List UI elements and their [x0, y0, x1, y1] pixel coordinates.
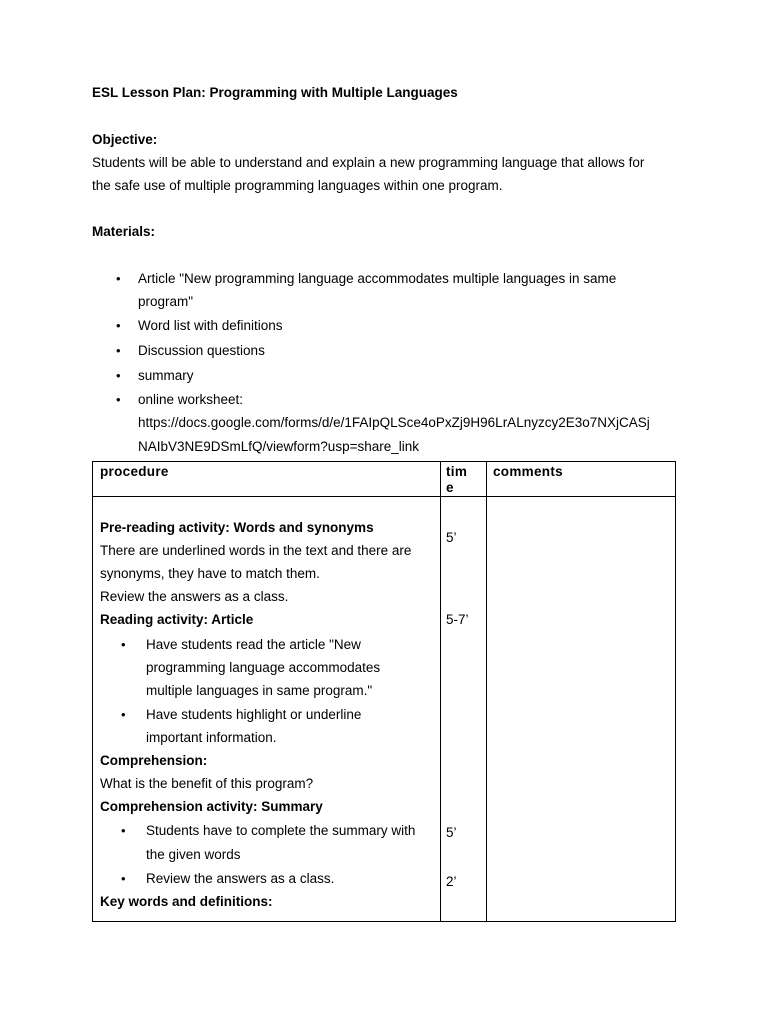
- prereading-line-3: Review the answers as a class.: [100, 589, 289, 604]
- materials-item-summary: summary: [138, 368, 194, 383]
- materials-item-article-line-2: program": [138, 294, 194, 309]
- prereading-heading: Pre-reading activity: Words and synonyms: [100, 520, 374, 535]
- reading-bullet-1-line-1: Have students read the article "New: [146, 637, 361, 652]
- bullet-icon: •: [116, 318, 121, 333]
- bullet-icon: •: [121, 707, 126, 722]
- materials-item-worksheet: online worksheet:: [138, 392, 244, 407]
- bullet-icon: •: [121, 871, 126, 886]
- worksheet-link-line-1[interactable]: https://docs.google.com/forms/d/e/1FAIpQLSce4oPxZj9H96LrALnyzcy2E3o7NXjCASj: [138, 415, 650, 430]
- reading-time: 5-7’: [446, 612, 469, 627]
- reading-bullet-2-line-2: important information.: [146, 730, 277, 745]
- header-time-line-1: tim: [446, 464, 468, 479]
- keywords-heading: Key words and definitions:: [100, 894, 273, 909]
- column-divider: [486, 462, 487, 921]
- bullet-icon: •: [121, 637, 126, 652]
- bullet-icon: •: [121, 823, 126, 838]
- column-divider: [440, 462, 441, 921]
- materials-heading: Materials:: [92, 224, 156, 239]
- comprehension-heading: Comprehension:: [100, 753, 208, 768]
- summary-time-1: 5’: [446, 825, 457, 840]
- summary-time-2: 2’: [446, 874, 457, 889]
- bullet-icon: •: [116, 343, 121, 358]
- bullet-icon: •: [116, 271, 121, 286]
- procedure-table: [92, 461, 676, 922]
- objective-line-1: Students will be able to understand and explain a new programming language that allows for: [92, 155, 645, 170]
- header-time-line-2: e: [446, 480, 454, 495]
- header-divider: [93, 496, 675, 497]
- comprehension-line: What is the benefit of this program?: [100, 776, 314, 791]
- bullet-icon: •: [116, 392, 121, 407]
- document-title: ESL Lesson Plan: Programming with Multiple Languages: [92, 85, 458, 100]
- summary-bullet-1-line-1: Students have to complete the summary with: [146, 823, 416, 838]
- reading-bullet-1-line-3: multiple languages in same program.": [146, 683, 373, 698]
- summary-bullet-1-line-2: the given words: [146, 847, 241, 862]
- reading-bullet-1-line-2: programming language accommodates: [146, 660, 381, 675]
- materials-item-wordlist: Word list with definitions: [138, 318, 283, 333]
- reading-heading: Reading activity: Article: [100, 612, 254, 627]
- summary-activity-heading: Comprehension activity: Summary: [100, 799, 323, 814]
- summary-bullet-2-line-1: Review the answers as a class.: [146, 871, 335, 886]
- prereading-time: 5’: [446, 530, 457, 545]
- header-comments: comments: [493, 464, 563, 479]
- materials-item-discussion: Discussion questions: [138, 343, 265, 358]
- bullet-icon: •: [116, 368, 121, 383]
- reading-bullet-2-line-1: Have students highlight or underline: [146, 707, 362, 722]
- prereading-line-2: synonyms, they have to match them.: [100, 566, 320, 581]
- objective-line-2: the safe use of multiple programming languages within one program.: [92, 178, 503, 193]
- materials-item-article-line-1: Article "New programming language accommodates multiple languages in same: [138, 271, 617, 286]
- objective-heading: Objective:: [92, 132, 158, 147]
- prereading-line-1: There are underlined words in the text and there are: [100, 543, 412, 558]
- header-procedure: procedure: [100, 464, 169, 479]
- worksheet-link-line-2[interactable]: NAIbV3NE9DSmLfQ/viewform?usp=share_link: [138, 439, 419, 454]
